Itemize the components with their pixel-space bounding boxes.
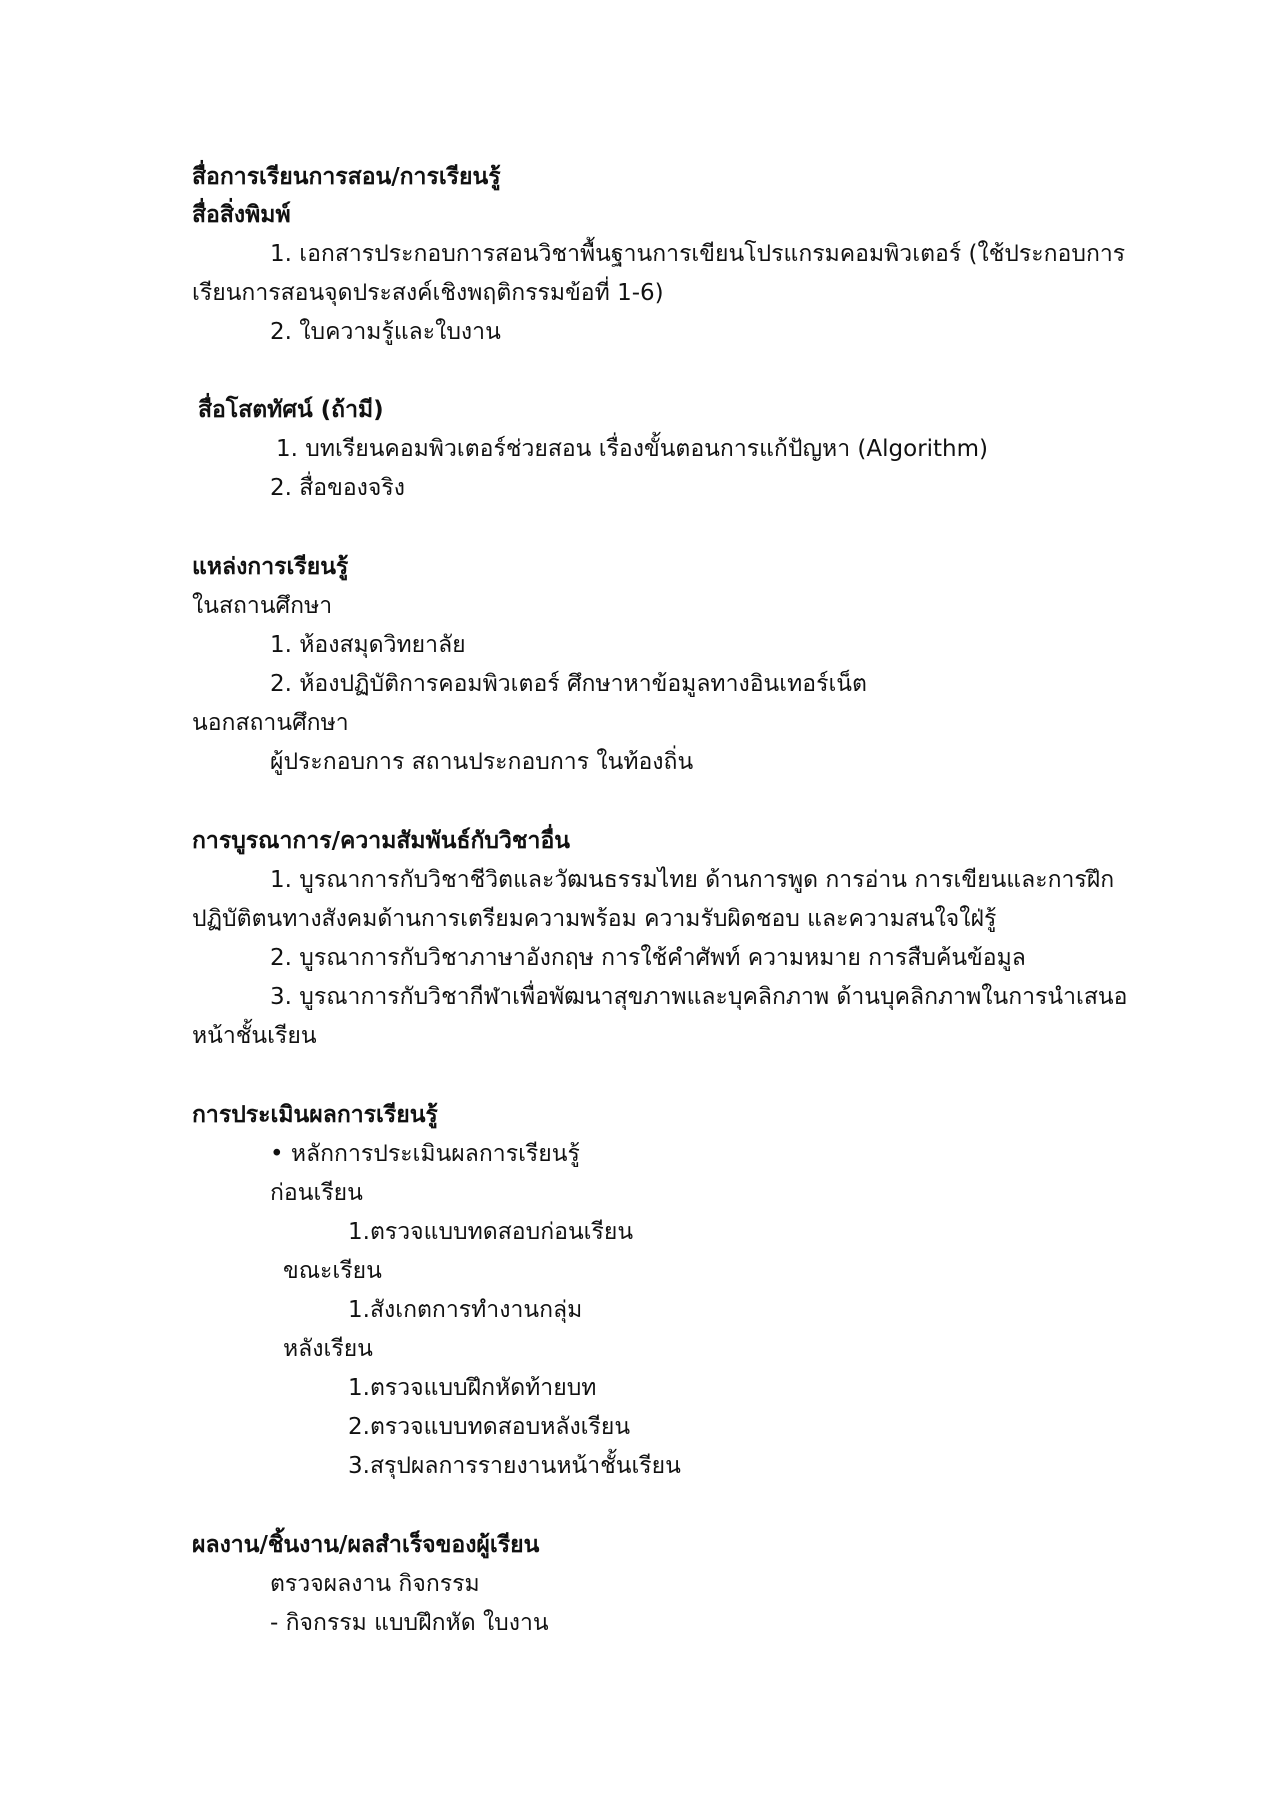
section-heading-evaluation: การประเมินผลการเรียนรู้ [192,1102,438,1128]
outcomes-line-1: ตรวจผลงาน กิจกรรม [270,1571,480,1597]
section-heading-media: สื่อการเรียนการสอน/การเรียนรู้ [192,164,501,190]
integration-item-2: 2. บูรณาการกับวิชาภาษาอังกฤษ การใช้คำศัพท์ ความหมาย การสืบค้นข้อมูล [270,945,1026,971]
integration-item-3-cont: หน้าชั้นเรียน [192,1023,317,1049]
subheading-av-media: สื่อโสตทัศน์ (ถ้ามี) [198,397,384,423]
integration-item-3: 3. บูรณาการกับวิชากีฬาเพื่อพัฒนาสุขภาพและบุคลิกภาพ ด้านบุคลิกภาพในการนำเสนอ [270,984,1128,1010]
av-media-item-2: 2. สื่อของจริง [270,475,405,501]
evaluation-after-label: หลังเรียน [283,1336,373,1362]
evaluation-after-item-3: 3.สรุปผลการรายงานหน้าชั้นเรียน [348,1453,681,1479]
sources-in-school-label: ในสถานศึกษา [192,593,333,619]
section-heading-outcomes: ผลงาน/ชิ้นงาน/ผลสำเร็จของผู้เรียน [192,1532,540,1558]
section-heading-integration: การบูรณาการ/ความสัมพันธ์กับวิชาอื่น [192,828,570,854]
print-media-item-2: 2. ใบความรู้และใบงาน [270,319,501,345]
evaluation-before-item-1: 1.ตรวจแบบทดสอบก่อนเรียน [348,1219,634,1245]
sources-out-school-label: นอกสถานศึกษา [192,710,349,736]
integration-item-1: 1. บูรณาการกับวิชาชีวิตและวัฒนธรรมไทย ด้านการพูด การอ่าน การเขียนและการฝึก [270,867,1115,893]
print-media-item-1-cont: เรียนการสอนจุดประสงค์เชิงพฤติกรรมข้อที่ 1-6) [192,280,664,306]
evaluation-after-item-1: 1.ตรวจแบบฝึกหัดท้ายบท [348,1375,597,1401]
subheading-print-media: สื่อสิ่งพิมพ์ [192,202,291,228]
section-heading-sources: แหล่งการเรียนรู้ [192,554,349,580]
integration-item-1-cont: ปฏิบัติตนทางสังคมด้านการเตรียมความพร้อม ความรับผิดชอบ และความสนใจใฝ่รู้ [192,906,997,932]
sources-in-school-item-2: 2. ห้องปฏิบัติการคอมพิวเตอร์ ศึกษาหาข้อมูลทางอินเทอร์เน็ต [270,671,867,697]
evaluation-during-label: ขณะเรียน [283,1258,382,1284]
evaluation-before-label: ก่อนเรียน [270,1180,363,1206]
outcomes-line-2: - กิจกรรม แบบฝึกหัด ใบงาน [270,1610,549,1636]
evaluation-during-item-1: 1.สังเกตการทำงานกลุ่ม [348,1297,583,1323]
evaluation-principle: • หลักการประเมินผลการเรียนรู้ [270,1141,580,1167]
evaluation-after-item-2: 2.ตรวจแบบทดสอบหลังเรียน [348,1414,631,1440]
sources-out-school-item: ผู้ประกอบการ สถานประกอบการ ในท้องถิ่น [270,749,694,775]
print-media-item-1: 1. เอกสารประกอบการสอนวิชาพื้นฐานการเขียนโปรแกรมคอมพิวเตอร์ (ใช้ประกอบการ [270,241,1126,267]
sources-in-school-item-1: 1. ห้องสมุดวิทยาลัย [270,632,466,658]
av-media-item-1: 1. บทเรียนคอมพิวเตอร์ช่วยสอน เรื่องขั้นตอนการแก้ปัญหา (Algorithm) [276,436,989,462]
